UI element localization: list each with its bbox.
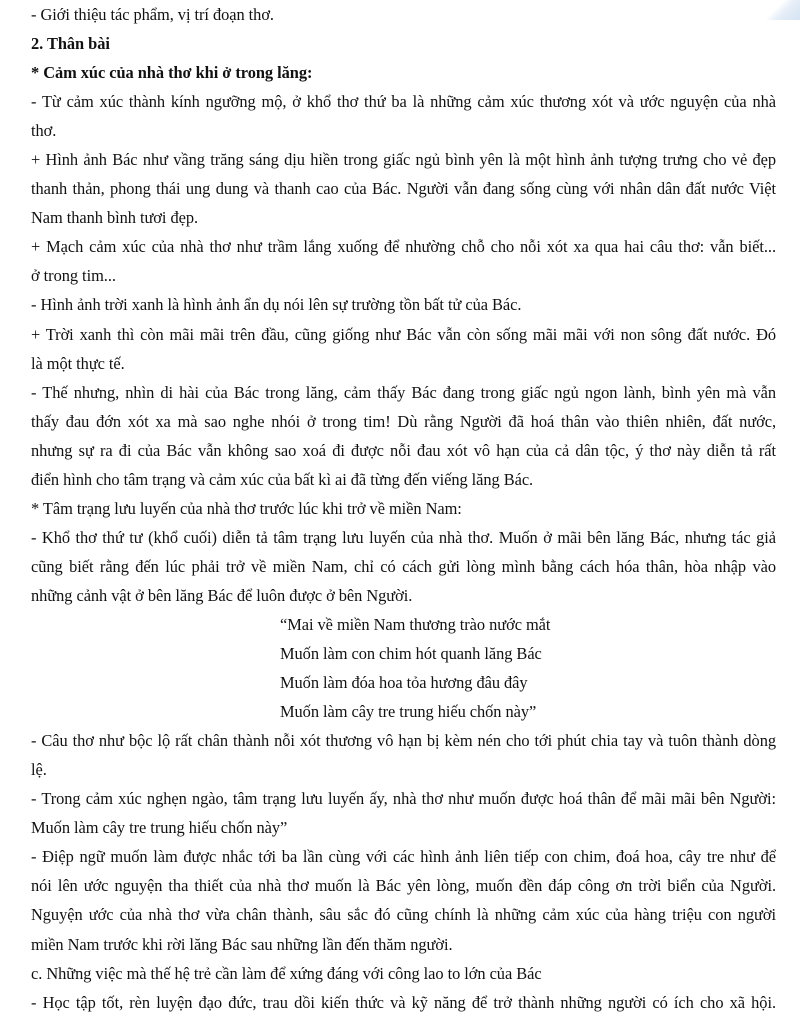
text-line: những cảnh vật ở bên lăng Bác để luôn được ở bên Người. bbox=[31, 585, 413, 605]
text-line: thấy đau đớn xót xa mà sao nghe nhói ở trong tim! Dù rằng Người đã hoá thân vào thiên nhiên, đất nước, bbox=[31, 411, 776, 431]
text-line: điển hình cho tâm trạng và cảm xúc của bất kì ai đã từng đến viếng lăng Bác. bbox=[31, 469, 534, 489]
text-line: thơ. bbox=[31, 121, 57, 141]
text-line: + Mạch cảm xúc của nhà thơ như trầm lắng xuống để nhường chỗ cho nỗi xót xa qua hai câu thơ: vẫn biết... bbox=[31, 237, 776, 257]
text-line: nhưng sự ra đi của Bác vẫn không sao xoá đi được nỗi đau xót vô hạn của cả dân tộc, ý thơ này diễn tả rất bbox=[31, 440, 776, 460]
text-line: Nguyện ước của nhà thơ vừa chân thành, sâu sắc đó cũng chính là những cảm xúc của hàng triệu con người bbox=[31, 905, 776, 925]
text-line: Muốn làm cây tre trung hiếu chốn này” bbox=[31, 818, 288, 838]
subsection-heading: * Cảm xúc của nhà thơ khi ở trong lăng: bbox=[31, 63, 313, 83]
text-line: - Giới thiệu tác phẩm, vị trí đoạn thơ. bbox=[31, 5, 274, 24]
text-line: lệ. bbox=[31, 760, 47, 780]
text-line: + Trời xanh thì còn mãi mãi trên đầu, cũng giống như Bác vẫn còn sống mãi mãi với non sông đất nước. Đó bbox=[31, 324, 776, 344]
text-line: - Từ cảm xúc thành kính ngưỡng mộ, ở khổ thơ thứ ba là những cảm xúc thương xót và ước nguyện của nhà bbox=[31, 92, 776, 112]
text-line: - Trong cảm xúc nghẹn ngào, tâm trạng lưu luyến ấy, nhà thơ như muốn được hoá thân để mãi mãi bên Người: bbox=[31, 789, 776, 809]
text-line: - Thế nhưng, nhìn di hài của Bác trong lăng, cảm thấy Bác đang trong giấc ngủ ngon lành, bình yên mà vẫn bbox=[31, 382, 776, 402]
section-heading: 2. Thân bài bbox=[31, 34, 110, 54]
document-page bbox=[31, 0, 776, 1017]
text-line: - Học tập tốt, rèn luyện đạo đức, trau dồi kiến thức và kỹ năng để trở thành những người có ích cho xã hội. bbox=[31, 992, 776, 1012]
text-line: - Câu thơ như bộc lộ rất chân thành nỗi xót thương vô hạn bị kèm nén cho tới phút chia tay và tuôn thành dòng bbox=[31, 731, 776, 751]
text-line: là một thực tế. bbox=[31, 353, 125, 373]
poem-line: Muốn làm con chim hót quanh lăng Bác bbox=[280, 644, 542, 664]
text-line: Nam thanh bình tươi đẹp. bbox=[31, 208, 199, 228]
text-line: c. Những việc mà thế hệ trẻ cần làm để xứng đáng với công lao to lớn của Bác bbox=[31, 963, 542, 983]
text-line: ở trong tim... bbox=[31, 266, 116, 286]
text-line: + Hình ảnh Bác như vầng trăng sáng dịu hiền trong giấc ngủ bình yên là một hình ảnh tượng trưng cho vẻ đẹp bbox=[31, 150, 776, 170]
text-line: - Điệp ngữ muốn làm được nhắc tới ba lần cùng với các hình ảnh liên tiếp con chim, đoá hoa, cây tre như để bbox=[31, 847, 776, 867]
poem-line: Muốn làm đóa hoa tỏa hương đâu đây bbox=[280, 673, 528, 693]
text-line: - Hình ảnh trời xanh là hình ảnh ẩn dụ nói lên sự trường tồn bất tử của Bác. bbox=[31, 295, 522, 315]
text-line: * Tâm trạng lưu luyến của nhà thơ trước lúc khi trở về miền Nam: bbox=[31, 498, 462, 518]
poem-line: “Mai về miền Nam thương trào nước mắt bbox=[280, 614, 551, 634]
text-line: - Khổ thơ thứ tư (khổ cuối) diễn tả tâm trạng lưu luyến của nhà thơ. Muốn ở mãi bên lăng Bác, nhưng tác giả bbox=[31, 527, 776, 547]
poem-line: Muốn làm cây tre trung hiếu chốn này” bbox=[280, 702, 537, 722]
text-line: nói lên ước nguyện tha thiết của nhà thơ muốn là Bác yên lòng, muốn đền đáp công ơn trời biển của Người. bbox=[31, 876, 776, 896]
text-line: thanh thản, phong thái ung dung và thanh cao của Bác. Người vẫn đang sống cùng với nhân dân đất nước Việt bbox=[31, 179, 776, 199]
text-line: miền Nam trước khi rời lăng Bác sau những lần đến thăm người. bbox=[31, 934, 453, 954]
text-line: cũng biết rằng đến lúc phải trở về miền Nam, chỉ có cách gửi lòng mình bằng cách hóa thân, hòa nhập vào bbox=[31, 556, 776, 576]
